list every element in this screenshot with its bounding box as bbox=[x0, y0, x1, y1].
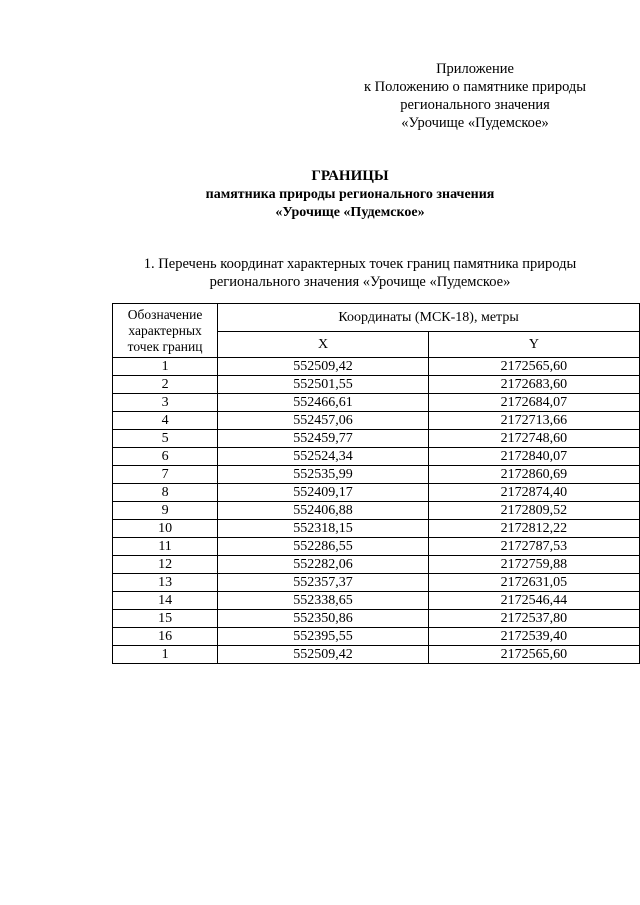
table-body bbox=[113, 358, 640, 664]
table-row bbox=[113, 592, 640, 610]
point-number-cell: 5 bbox=[113, 430, 218, 448]
point-number-cell: 2 bbox=[113, 376, 218, 394]
title-line-2: памятника природы регионального значения bbox=[205, 187, 495, 202]
y-coordinate-cell: 2172684,07 bbox=[428, 394, 639, 412]
y-coordinate-cell: 2172683,60 bbox=[428, 376, 639, 394]
document-title bbox=[90, 166, 610, 222]
table-row bbox=[113, 376, 640, 394]
x-coordinate-cell: 552509,42 bbox=[218, 358, 429, 376]
header-x: X bbox=[218, 332, 429, 358]
header-point-designation: Обозначение характерных точек границ bbox=[113, 304, 218, 358]
point-number-cell: 8 bbox=[113, 484, 218, 502]
point-number-cell: 3 bbox=[113, 394, 218, 412]
point-number-cell: 12 bbox=[113, 556, 218, 574]
table-row bbox=[113, 556, 640, 574]
y-coordinate-cell: 2172812,22 bbox=[428, 520, 639, 538]
y-coordinate-cell: 2172874,40 bbox=[428, 484, 639, 502]
point-number-cell: 14 bbox=[113, 592, 218, 610]
y-coordinate-cell: 2172860,69 bbox=[428, 466, 639, 484]
point-number-cell: 1 bbox=[113, 358, 218, 376]
appendix-line: регионального значения bbox=[400, 97, 550, 113]
title-line-3: «Урочище «Пудемское» bbox=[275, 205, 425, 220]
table-row bbox=[113, 628, 640, 646]
x-coordinate-cell: 552350,86 bbox=[218, 610, 429, 628]
header-y: Y bbox=[428, 332, 639, 358]
x-coordinate-cell: 552509,42 bbox=[218, 646, 429, 664]
x-coordinate-cell: 552501,55 bbox=[218, 376, 429, 394]
point-number-cell: 11 bbox=[113, 538, 218, 556]
table-row bbox=[113, 394, 640, 412]
x-coordinate-cell: 552318,15 bbox=[218, 520, 429, 538]
y-coordinate-cell: 2172713,66 bbox=[428, 412, 639, 430]
x-coordinate-cell: 552282,06 bbox=[218, 556, 429, 574]
y-coordinate-cell: 2172748,60 bbox=[428, 430, 639, 448]
y-coordinate-cell: 2172759,88 bbox=[428, 556, 639, 574]
appendix-line: «Урочище «Пудемское» bbox=[401, 115, 549, 131]
point-number-cell: 1 bbox=[113, 646, 218, 664]
section-heading-line-2: регионального значения «Урочище «Пудемское» bbox=[209, 274, 511, 290]
y-coordinate-cell: 2172809,52 bbox=[428, 502, 639, 520]
point-number-cell: 15 bbox=[113, 610, 218, 628]
table-row bbox=[113, 466, 640, 484]
x-coordinate-cell: 552357,37 bbox=[218, 574, 429, 592]
section-heading-line-1: 1. Перечень координат характерных точек границ памятника природы bbox=[143, 256, 577, 272]
point-number-cell: 7 bbox=[113, 466, 218, 484]
point-number-cell: 13 bbox=[113, 574, 218, 592]
x-coordinate-cell: 552338,65 bbox=[218, 592, 429, 610]
x-coordinate-cell: 552524,34 bbox=[218, 448, 429, 466]
y-coordinate-cell: 2172787,53 bbox=[428, 538, 639, 556]
point-number-cell: 6 bbox=[113, 448, 218, 466]
point-number-cell: 16 bbox=[113, 628, 218, 646]
table-row bbox=[113, 412, 640, 430]
x-coordinate-cell: 552535,99 bbox=[218, 466, 429, 484]
x-coordinate-cell: 552459,77 bbox=[218, 430, 429, 448]
header-coordinates: Координаты (МСК-18), метры bbox=[218, 304, 640, 332]
section-heading bbox=[100, 255, 620, 291]
y-coordinate-cell: 2172537,80 bbox=[428, 610, 639, 628]
x-coordinate-cell: 552286,55 bbox=[218, 538, 429, 556]
appendix-line: Приложение bbox=[436, 61, 514, 77]
table-row bbox=[113, 448, 640, 466]
x-coordinate-cell: 552457,06 bbox=[218, 412, 429, 430]
table-row bbox=[113, 574, 640, 592]
y-coordinate-cell: 2172631,05 bbox=[428, 574, 639, 592]
x-coordinate-cell: 552395,55 bbox=[218, 628, 429, 646]
appendix-note bbox=[340, 60, 610, 132]
title-main: ГРАНИЦЫ bbox=[311, 168, 389, 184]
table-row bbox=[113, 358, 640, 376]
y-coordinate-cell: 2172840,07 bbox=[428, 448, 639, 466]
y-coordinate-cell: 2172565,60 bbox=[428, 358, 639, 376]
point-number-cell: 10 bbox=[113, 520, 218, 538]
table-row bbox=[113, 646, 640, 664]
table-row bbox=[113, 430, 640, 448]
table-row bbox=[113, 610, 640, 628]
table-row bbox=[113, 538, 640, 556]
x-coordinate-cell: 552406,88 bbox=[218, 502, 429, 520]
x-coordinate-cell: 552409,17 bbox=[218, 484, 429, 502]
table-row bbox=[113, 484, 640, 502]
y-coordinate-cell: 2172546,44 bbox=[428, 592, 639, 610]
appendix-line: к Положению о памятнике природы bbox=[363, 79, 587, 95]
point-number-cell: 4 bbox=[113, 412, 218, 430]
y-coordinate-cell: 2172565,60 bbox=[428, 646, 639, 664]
table-row bbox=[113, 502, 640, 520]
y-coordinate-cell: 2172539,40 bbox=[428, 628, 639, 646]
table-row bbox=[113, 520, 640, 538]
x-coordinate-cell: 552466,61 bbox=[218, 394, 429, 412]
point-number-cell: 9 bbox=[113, 502, 218, 520]
coordinates-table bbox=[112, 303, 640, 664]
